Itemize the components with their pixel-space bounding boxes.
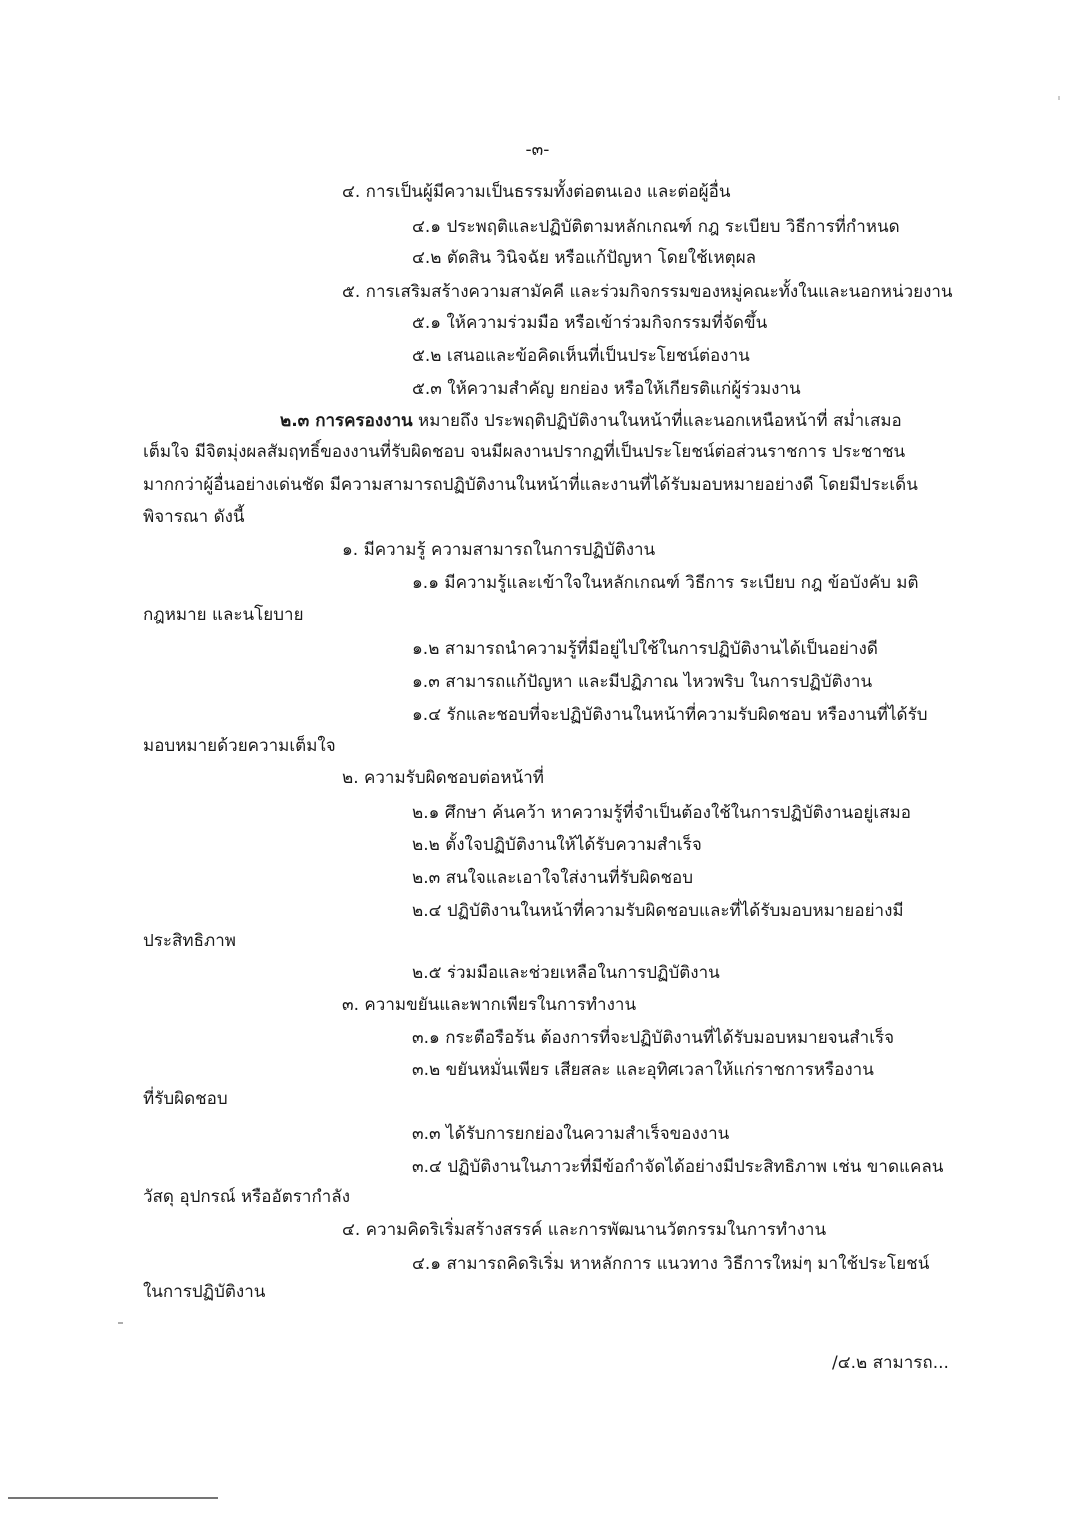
section-2-3-first-line bbox=[280, 409, 902, 433]
item-4-1: ๔.๑ ประพฤติและปฏิบัติตามหลักเกณฑ์ กฎ ระเบียบ วิธีการที่กำหนด bbox=[412, 217, 900, 237]
criterion-2: ๒. ความรับผิดชอบต่อหน้าที่ bbox=[342, 768, 544, 788]
criterion-2-5: ๒.๕ ร่วมมือและช่วยเหลือในการปฏิบัติงาน bbox=[412, 963, 720, 983]
criterion-2-3: ๒.๓ สนใจและเอาใจใส่งานที่รับผิดชอบ bbox=[412, 868, 694, 888]
criterion-1-2: ๑.๒ สามารถนำความรู้ที่มีอยู่ไปใช้ในการปฏิบัติงานได้เป็นอย่างดี bbox=[412, 639, 878, 659]
criterion-3-2-cont: ที่รับผิดชอบ bbox=[143, 1089, 228, 1109]
continuation-text: /๔.๒ สามารถ... bbox=[832, 1353, 949, 1373]
section-2-3-text: หมายถึง ประพฤติปฏิบัติงานในหน้าที่และนอกเหนือหน้าที่ สม่ำเสมอ bbox=[412, 411, 902, 431]
criterion-3-4: ๓.๔ ปฏิบัติงานในภาวะที่มีข้อกำจัดได้อย่างมีประสิทธิภาพ เช่น ขาดแคลน bbox=[412, 1157, 944, 1177]
item-5-3: ๕.๓ ให้ความสำคัญ ยกย่อง หรือให้เกียรติแก่ผู้ร่วมงาน bbox=[412, 379, 801, 399]
item-4-2: ๔.๒ ตัดสิน วินิจฉัย หรือแก้ปัญหา โดยใช้เหตุผล bbox=[412, 248, 757, 268]
criterion-3: ๓. ความขยันและพากเพียรในการทำงาน bbox=[342, 995, 637, 1015]
criterion-2-4: ๒.๔ ปฏิบัติงานในหน้าที่ความรับผิดชอบและที่ได้รับมอบหมายอย่างมี bbox=[412, 901, 904, 921]
paragraph-line: พิจารณา ดังนี้ bbox=[143, 507, 245, 527]
criterion-3-3: ๓.๓ ได้รับการยกย่องในความสำเร็จของงาน bbox=[412, 1124, 730, 1144]
scan-speck bbox=[1058, 96, 1060, 100]
page-number: -๓- bbox=[525, 140, 550, 160]
criterion-1-4-cont: มอบหมายด้วยความเต็มใจ bbox=[143, 736, 336, 756]
criterion-3-4-cont: วัสดุ อุปกรณ์ หรืออัตรากำลัง bbox=[143, 1187, 350, 1207]
item-5-1: ๕.๑ ให้ความร่วมมือ หรือเข้าร่วมกิจกรรมที่จัดขึ้น bbox=[412, 313, 768, 333]
criterion-1-1: ๑.๑ มีความรู้และเข้าใจในหลักเกณฑ์ วิธีการ ระเบียบ กฎ ข้อบังคับ มติ bbox=[412, 573, 919, 593]
criterion-2-4-cont: ประสิทธิภาพ bbox=[143, 931, 236, 951]
item-5-2: ๕.๒ เสนอและข้อคิดเห็นที่เป็นประโยชน์ต่องาน bbox=[412, 346, 750, 366]
criterion-3-2: ๓.๒ ขยันหมั่นเพียร เสียสละ และอุทิศเวลาให้แก่ราชการหรืองาน bbox=[412, 1060, 874, 1080]
criterion-4: ๔. ความคิดริเริ่มสร้างสรรค์ และการพัฒนานวัตกรรมในการทำงาน bbox=[342, 1220, 827, 1240]
criterion-1-1-cont: กฎหมาย และนโยบาย bbox=[143, 605, 304, 625]
paragraph-line: เต็มใจ มีจิตมุ่งผลสัมฤทธิ์ของงานที่รับผิดชอบ จนมีผลงานปรากฏที่เป็นประโยชน์ต่อส่วนราชการ ประชาชน bbox=[143, 442, 906, 462]
criterion-2-2: ๒.๒ ตั้งใจปฏิบัติงานให้ได้รับความสำเร็จ bbox=[412, 835, 702, 855]
item-4: ๔. การเป็นผู้มีความเป็นธรรมทั้งต่อตนเอง และต่อผู้อื่น bbox=[342, 182, 731, 202]
criterion-4-1: ๔.๑ สามารถคิดริเริ่ม หาหลักการ แนวทาง วิธีการใหม่ๆ มาใช้ประโยชน์ bbox=[412, 1254, 930, 1274]
criterion-1-4: ๑.๔ รักและชอบที่จะปฏิบัติงานในหน้าที่ความรับผิดชอบ หรืองานที่ได้รับ bbox=[412, 705, 928, 725]
scan-speck bbox=[118, 1322, 123, 1324]
scan-edge-line bbox=[8, 1497, 218, 1499]
criterion-3-1: ๓.๑ กระตือรือร้น ต้องการที่จะปฏิบัติงานที่ได้รับมอบหมายจนสำเร็จ bbox=[412, 1028, 895, 1048]
paragraph-line: มากกว่าผู้อื่นอย่างเด่นชัด มีความสามารถปฏิบัติงานในหน้าที่และงานที่ได้รับมอบหมายอย่างดี โดยมีประเด็น bbox=[143, 475, 918, 495]
criterion-1: ๑. มีความรู้ ความสามารถในการปฏิบัติงาน bbox=[342, 540, 656, 560]
criterion-2-1: ๒.๑ ศึกษา ค้นคว้า หาความรู้ที่จำเป็นต้องใช้ในการปฏิบัติงานอยู่เสมอ bbox=[412, 803, 911, 823]
criterion-1-3: ๑.๓ สามารถแก้ปัญหา และมีปฏิภาณ ไหวพริบ ในการปฏิบัติงาน bbox=[412, 672, 873, 692]
item-5: ๕. การเสริมสร้างความสามัคคี และร่วมกิจกรรมของหมู่คณะทั้งในและนอกหน่วยงาน bbox=[342, 282, 953, 302]
criterion-4-1-cont: ในการปฏิบัติงาน bbox=[143, 1282, 266, 1302]
section-2-3-heading: ๒.๓ การครองงาน bbox=[280, 411, 413, 431]
